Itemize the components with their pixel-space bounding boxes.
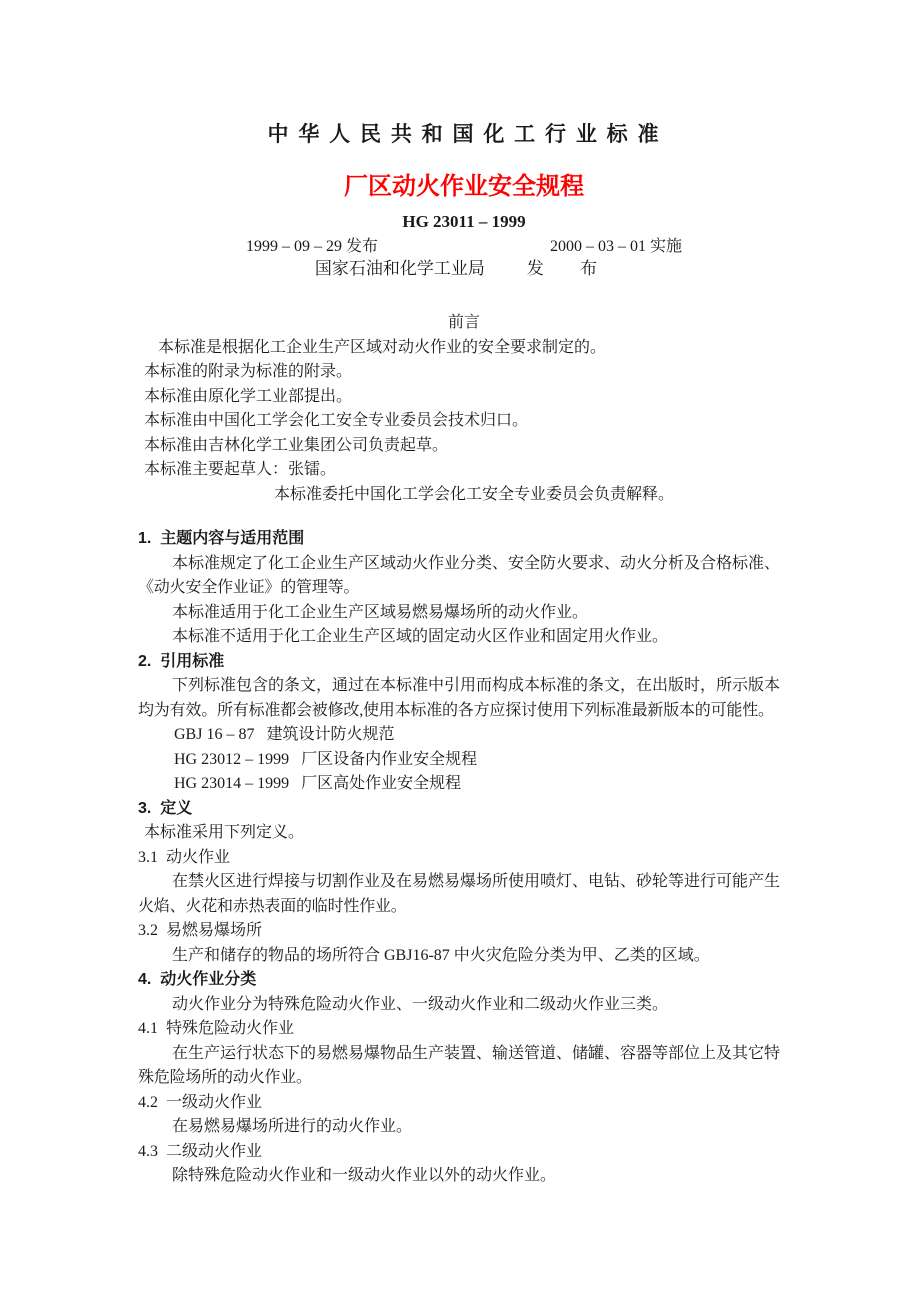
doc-line: 本标准规定了化工企业生产区域动火作业分类、安全防火要求、动火分析及合格标准、 — [172, 554, 781, 572]
doc-line: 本标准是根据化工企业生产区域对动火作业的安全要求制定的。 — [158, 338, 607, 356]
document-title: 厂区动火作业安全规程 — [344, 173, 584, 200]
doc-line: 本标准主要起草人：张镭。 — [144, 461, 337, 478]
section-heading: 1. 主题内容与适用范围 — [138, 530, 305, 547]
section-heading: 4. 动火作业分类 — [138, 971, 257, 988]
doc-line: 殊危险场所的动火作业。 — [138, 1069, 312, 1086]
dates-row — [246, 237, 682, 257]
doc-line: 本标准委托中国化工学会化工安全专业委员会负责解释。 — [274, 485, 675, 503]
doc-line: HG 23014 – 1999 厂区高处作业安全规程 — [174, 775, 462, 792]
doc-line: 生产和储存的物品的场所符合 GBJ16-87 中火灾危险分类为甲、乙类的区域。 — [172, 946, 710, 964]
doc-line: 均为有效。所有标准都会被修改,使用本标准的各方应探讨使用下列标准最新版本的可能性。 — [138, 701, 774, 719]
section-heading: 3. 定义 — [138, 799, 193, 817]
doc-line: 火焰、火花和赤热表面的临时性作业。 — [138, 897, 407, 915]
doc-line: 本标准适用于化工企业生产区域易燃易爆场所的动火作业。 — [172, 603, 589, 621]
subsection-heading: 4.3 二级动火作业 — [138, 1142, 263, 1160]
subsection-heading: 4.2 一级动火作业 — [138, 1093, 263, 1111]
doc-line: 本标准的附录为标准的附录。 — [144, 363, 353, 380]
document-body — [138, 311, 790, 1189]
publisher-row — [138, 259, 790, 279]
doc-line: 在易燃易爆场所进行的动火作业。 — [172, 1118, 413, 1135]
subsection-heading: 4.1 特殊危险动火作业 — [138, 1020, 295, 1037]
doc-line: 本标准由吉林化学工业集团公司负责起草。 — [144, 436, 449, 454]
doc-line: 下列标准包含的条文，通过在本标准中引用而构成本标准的条文，在出版时，所示版本 — [172, 677, 781, 694]
doc-line: 《动火安全作业证》的管理等。 — [138, 579, 360, 596]
doc-line: HG 23012 – 1999 厂区设备内作业安全规程 — [174, 750, 478, 768]
publisher-name: 国家石油和化学工业局 — [314, 259, 485, 278]
standard-number: HG 23011 – 1999 — [402, 212, 526, 231]
doc-line: GBJ 16 – 87 建筑设计防火规范 — [174, 726, 395, 743]
doc-line: 本标准由原化学工业部提出。 — [144, 387, 353, 405]
subsection-heading: 3.1 动火作业 — [138, 848, 231, 866]
section-heading: 2. 引用标准 — [138, 652, 225, 670]
doc-line: 本标准由中国化工学会化工安全专业委员会技术归口。 — [144, 412, 529, 429]
publish-label: 发 布 — [526, 259, 614, 278]
doc-line: 动火作业分为特殊危险动火作业、一级动火作业和二级动火作业三类。 — [172, 995, 669, 1013]
doc-line: 本标准不适用于化工企业生产区域的固定动火区作业和固定用火作业。 — [172, 628, 669, 645]
national-standard-title: 中 华 人 民 共 和 国 化 工 行 业 标 准 — [267, 123, 661, 146]
issue-date: 1999 – 09 – 29 发布 — [246, 238, 379, 255]
doc-line: 本标准采用下列定义。 — [144, 824, 305, 841]
implementation-date: 2000 – 03 – 01 实施 — [549, 238, 682, 255]
doc-line: 除特殊危险动火作业和一级动火作业以外的动火作业。 — [172, 1167, 557, 1184]
doc-line: 在禁火区进行焊接与切割作业及在易燃易爆场所使用喷灯、电钻、砂轮等进行可能产生 — [172, 873, 781, 890]
foreword-title: 前言 — [447, 314, 480, 331]
doc-line: 在生产运行状态下的易燃易爆物品生产装置、输送管道、储罐、容器等部位上及其它特 — [172, 1044, 781, 1062]
subsection-heading: 3.2 易燃易爆场所 — [138, 922, 263, 939]
